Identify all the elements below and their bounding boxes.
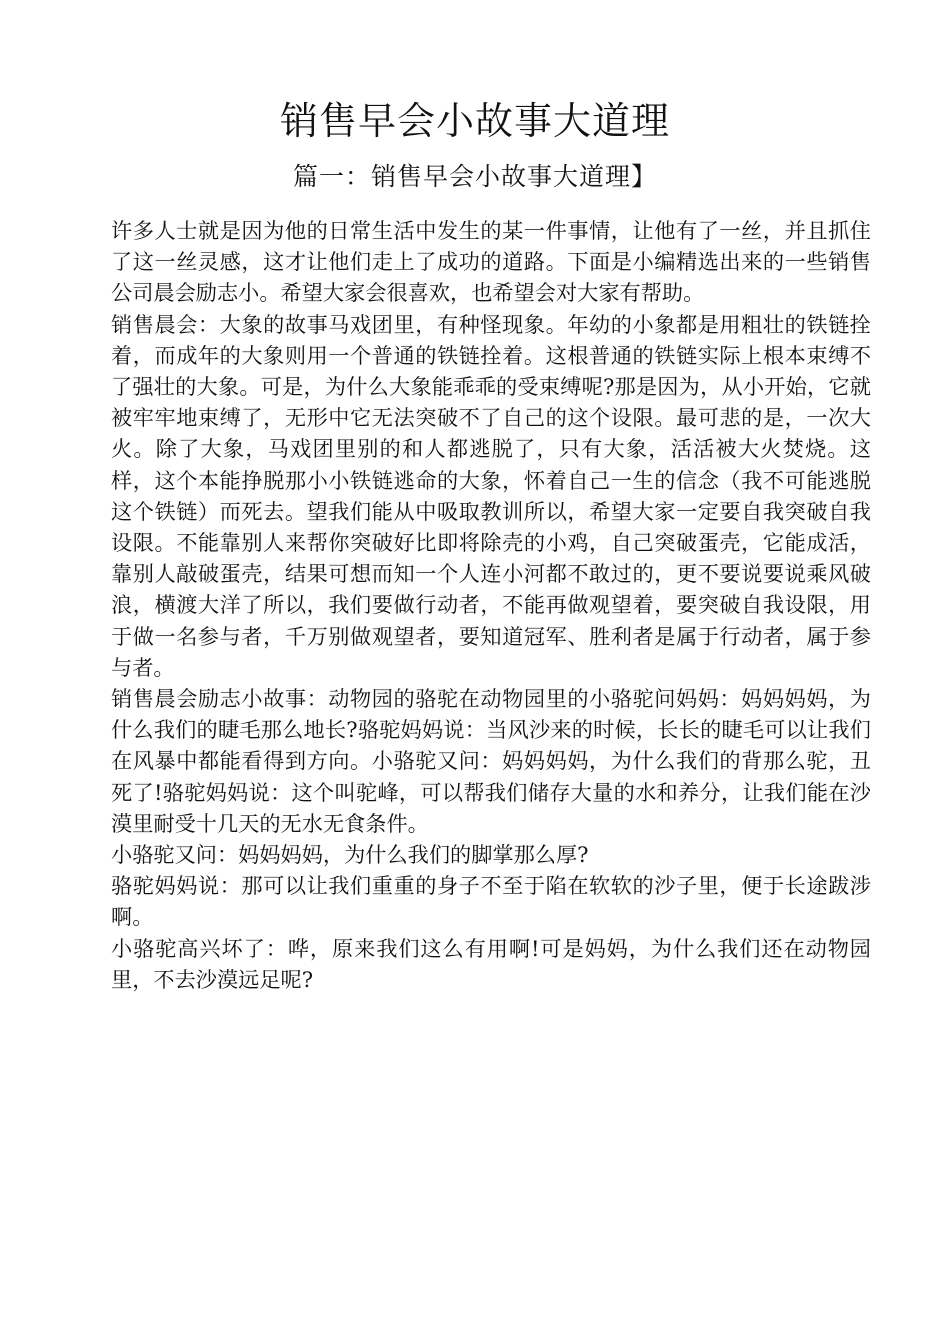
- paragraph-camel-story: 销售晨会励志小故事：动物园的骆驼在动物园里的小骆驼问妈妈：妈妈妈妈，为什么我们的睫毛那么地长?骆驼妈妈说：当风沙来的时候，长长的睫毛可以让我们在风暴中都能看得到方向。小骆驼又问：妈妈妈妈，为什么我们的背那么驼，丑死了!骆驼妈妈说：这个叫驼峰，可以帮我们储存大量的水和养分，让我们能在沙漠里耐受十几天的无水无食条件。: [111, 686, 871, 836]
- document-subtitle: 篇一：销售早会小故事大道理】: [292, 162, 657, 191]
- document-body: [111, 215, 871, 995]
- paragraph-camel-ending: 小骆驼高兴坏了：哗，原来我们这么有用啊!可是妈妈，为什么我们还在动物园里，不去沙漠远足呢?: [111, 935, 871, 992]
- paragraph-camel-answer: 骆驼妈妈说：那可以让我们重重的身子不至于陷在软软的沙子里，便于长途跋涉啊。: [111, 873, 871, 930]
- paragraph-intro: 许多人士就是因为他的日常生活中发生的某一件事情，让他有了一丝，并且抓住了这一丝灵感，这才让他们走上了成功的道路。下面是小编精选出来的一些销售公司晨会励志小。希望大家会很喜欢，也希望会对大家有帮助。: [111, 218, 871, 306]
- paragraph-camel-question: 小骆驼又问：妈妈妈妈，为什么我们的脚掌那么厚?: [111, 842, 589, 868]
- document-title: 销售早会小故事大道理: [279, 99, 670, 143]
- paragraph-elephant-story: 销售晨会：大象的故事马戏团里，有种怪现象。年幼的小象都是用粗壮的铁链拴着，而成年的大象则用一个普通的铁链拴着。这根普通的铁链实际上根本束缚不了强壮的大象。可是，为什么大象能乖乖的受束缚呢?那是因为，从小开始，它就被牢牢地束缚了，无形中它无法突破不了自己的这个设限。最可悲的是，一次大火。除了大象，马戏团里别的和人都逃脱了，只有大象，活活被大火焚烧。这样，这个本能挣脱那小小铁链逃命的大象，怀着自己一生的信念（我不可能逃脱这个铁链）而死去。望我们能从中吸取教训所以，希望大家一定要自我突破自我设限。不能靠别人来帮你突破好比即将除壳的小鸡，自己突破蛋壳，它能成活，靠别人敲破蛋壳，结果可想而知一个人连小河都不敢过的，更不要说要说乘风破浪，横渡大洋了所以，我们要做行动者，不能再做观望着，要突破自我设限，用于做一名参与者，千万别做观望者，要知道冠军、胜利者是属于行动者，属于参与者。: [111, 311, 871, 680]
